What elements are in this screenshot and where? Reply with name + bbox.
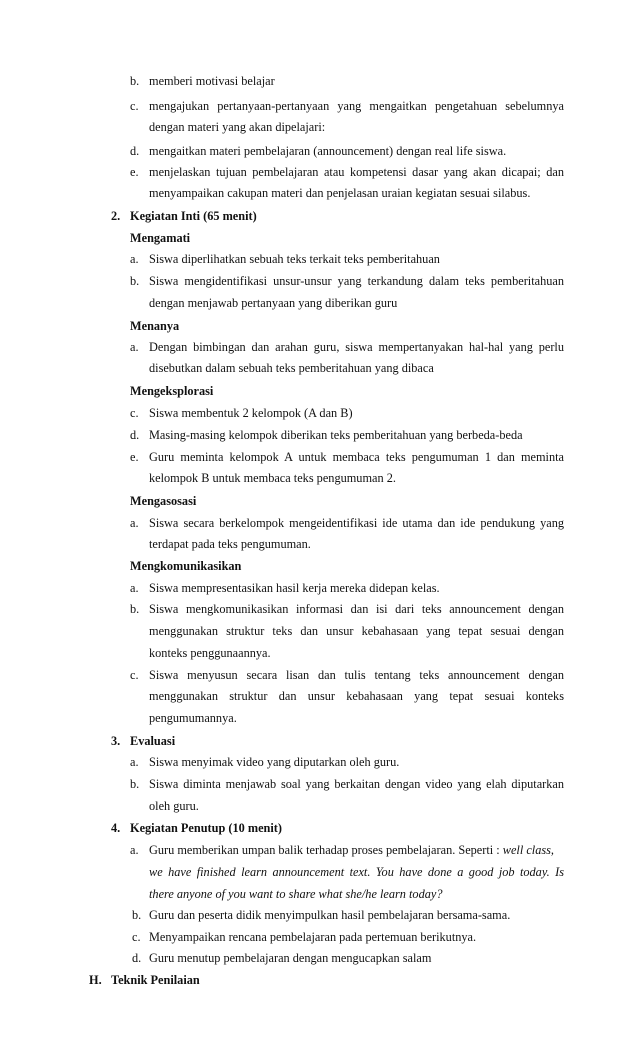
item-text-continued: oleh guru. (149, 799, 199, 813)
item-text: Guru dan peserta didik menyimpulkan hasil pembelajaran bersama-sama. (149, 908, 511, 922)
item-letter: d. (130, 428, 140, 442)
item-text-italic: well class, (499, 843, 554, 857)
item-text-roman: Guru memberikan umpan balik terhadap proses pembelajaran. Seperti : (149, 843, 500, 857)
item-text-continued: menggunakan struktur dan unsur kebahasaan yang tepat sesuai konteks (149, 689, 564, 703)
item-text: Siswa secara berkelompok mengeidentifikasi ide utama dan ide pendukung yang (149, 516, 564, 530)
section-heading: Evaluasi (130, 734, 176, 748)
item-text-continued: dengan menjawab pertanyaan yang diberikan guru (149, 296, 398, 310)
item-text-continued: terdapat pada teks pengumuman. (149, 537, 311, 551)
item-text-continued: kelompok B untuk membaca teks pengumuman 2. (149, 471, 396, 485)
item-text-continued: menggunakan struktur teks dan unsur kebahasaan yang tepat sesuai dengan (149, 624, 564, 638)
list-item (130, 73, 139, 89)
item-text: Guru menutup pembelajaran dengan mengucapkan salam (149, 951, 432, 965)
section-number: 4. (111, 821, 121, 835)
item-text: Siswa mengkomunikasikan informasi dan isi dari teks announcement dengan (149, 602, 564, 616)
item-text: Siswa mempresentasikan hasil kerja mereka didepan kelas. (149, 581, 440, 595)
item-letter: c. (130, 406, 139, 420)
item-text: menjelaskan tujuan pembelajaran atau kompetensi dasar yang akan dicapai; dan (149, 165, 564, 179)
item-text: Siswa menyusun secara lisan dan tulis tentang teks announcement dengan (149, 668, 564, 682)
item-letter: e. (130, 450, 139, 464)
item-text: Masing-masing kelompok diberikan teks pemberitahuan yang berbeda-beda (149, 428, 523, 442)
section-heading: Kegiatan Penutup (10 menit) (130, 821, 282, 835)
item-text: Dengan bimbingan dan arahan guru, siswa mempertanyakan hal-hal yang perlu (149, 340, 564, 354)
item-text: Siswa mengidentifikasi unsur-unsur yang terkandung dalam teks pemberitahuan (149, 274, 564, 288)
item-letter: a. (130, 516, 139, 530)
item-text (149, 842, 564, 858)
item-letter: d. (130, 144, 140, 158)
subsection-heading: Mengkomunikasikan (130, 559, 242, 573)
item-letter: a. (130, 581, 139, 595)
item-letter: c. (130, 668, 139, 682)
item-letter: a. (130, 340, 139, 354)
section-heading: Kegiatan Inti (65 menit) (130, 209, 257, 223)
item-text: memberi motivasi belajar (149, 74, 275, 88)
item-letter: b. (132, 908, 142, 922)
item-text-continued: disebutkan dalam sebuah teks pemberitahuan yang dibaca (149, 361, 434, 375)
subsection-heading: Menanya (130, 319, 180, 333)
subsection-heading: Mengamati (130, 231, 191, 245)
item-letter: b. (130, 602, 140, 616)
item-letter: e. (130, 165, 139, 179)
item-letter: c. (130, 99, 139, 113)
item-text: Siswa menyimak video yang diputarkan oleh guru. (149, 755, 400, 769)
item-text-continued: menyampaikan cakupan materi dan penjelasan uraian kegiatan sesuai silabus. (149, 186, 531, 200)
item-text-continued: pengumumannya. (149, 711, 237, 725)
item-text: Siswa diminta menjawab soal yang berkaitan dengan video yang elah diputarkan (149, 777, 564, 791)
item-letter: a. (130, 843, 139, 857)
item-text: Menyampaikan rencana pembelajaran pada pertemuan berikutnya. (149, 930, 477, 944)
chapter-heading: Teknik Penilaian (111, 973, 200, 987)
subsection-heading: Mengeksplorasi (130, 384, 214, 398)
subsection-heading: Mengasosasi (130, 494, 197, 508)
item-text: Guru meminta kelompok A untuk membaca teks pengumuman 1 dan meminta (149, 450, 564, 464)
item-text: mengajukan pertanyaan-pertanyaan yang mengaitkan pengetahuan sebelumnya (149, 99, 564, 113)
item-letter: a. (130, 755, 139, 769)
item-letter: b. (130, 777, 140, 791)
item-text: mengaitkan materi pembelajaran (announcement) dengan real life siswa. (149, 144, 507, 158)
item-text-continued: dengan materi yang akan dipelajari: (149, 120, 326, 134)
item-letter: c. (132, 930, 141, 944)
item-letter: d. (132, 951, 142, 965)
chapter-number: H. (89, 973, 102, 987)
item-letter: b. (130, 74, 140, 88)
section-number: 3. (111, 734, 121, 748)
item-text-continued: konteks penggunaannya. (149, 646, 271, 660)
item-letter: b. (130, 274, 140, 288)
section-number: 2. (111, 209, 121, 223)
item-text: Siswa membentuk 2 kelompok (A dan B) (149, 406, 353, 420)
item-text-italic-continued: there anyone of you want to share what she/he learn today? (149, 887, 443, 901)
item-letter: a. (130, 252, 139, 266)
item-text: Siswa diperlihatkan sebuah teks terkait teks pemberitahuan (149, 252, 440, 266)
item-text-italic-continued: we have finished learn announcement text. You have done a good job today. Is (149, 865, 564, 879)
